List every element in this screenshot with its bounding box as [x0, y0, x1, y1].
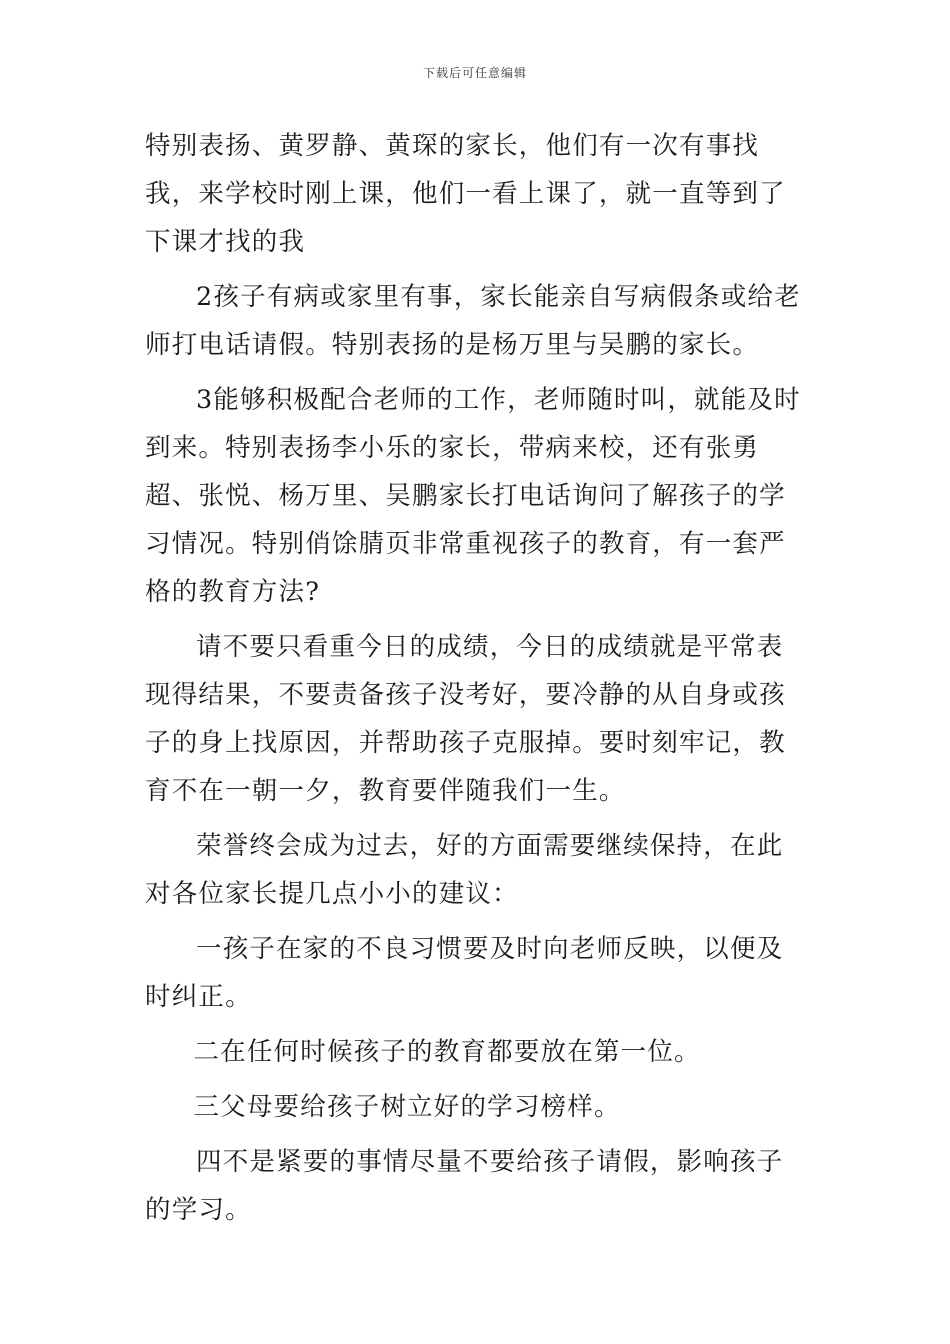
paragraph-3: 3能够积极配合老师的工作，老师随时叫，就能及时到来。特别表扬李小乐的家长，带病来校，还有张勇超、张悦、杨万里、吴鹏家长打电话询问了解孩子的学习情况。特别俏馀腈页非常重视孩子的教育，有一套严格的教育方法?	[145, 385, 801, 607]
suggestion-1: 一孩子在家的不良习惯要及时向老师反映，以便及时纠正。	[145, 934, 784, 1012]
paragraph-1: 特别表扬、黄罗静、黄琛的家长，他们有一次有事找我，来学校时刚上课，他们一看上课了，就一直等到了下课才找的我	[145, 131, 786, 257]
page-header: 下载后可任意编辑	[422, 66, 527, 80]
document-body	[145, 122, 809, 1241]
paragraph-5: 荣誉终会成为过去，好的方面需要继续保持，在此对各位家长提几点小小的建议：	[145, 831, 784, 909]
paragraph-2: 2孩子有病或家里有事，家长能亲自写病假条或给老师打电话请假。特别表扬的是杨万里与吴鹏的家长。	[145, 282, 801, 360]
paragraph-4: 请不要只看重今日的成绩，今日的成绩就是平常表现得结果，不要责备孩子没考好，要冷静的从自身或孩子的身上找原因，并帮助孩子克服掉。要时刻牢记，教育不在一朝一夕，教育要伴随我们一生。	[145, 632, 786, 806]
suggestion-3: 三父母要给孩子树立好的学习榜样。	[193, 1092, 621, 1122]
suggestion-4: 四不是紧要的事情尽量不要给孩子请假，影响孩子的学习。	[145, 1147, 784, 1225]
suggestion-2: 二在任何时候孩子的教育都要放在第一位。	[193, 1037, 701, 1067]
